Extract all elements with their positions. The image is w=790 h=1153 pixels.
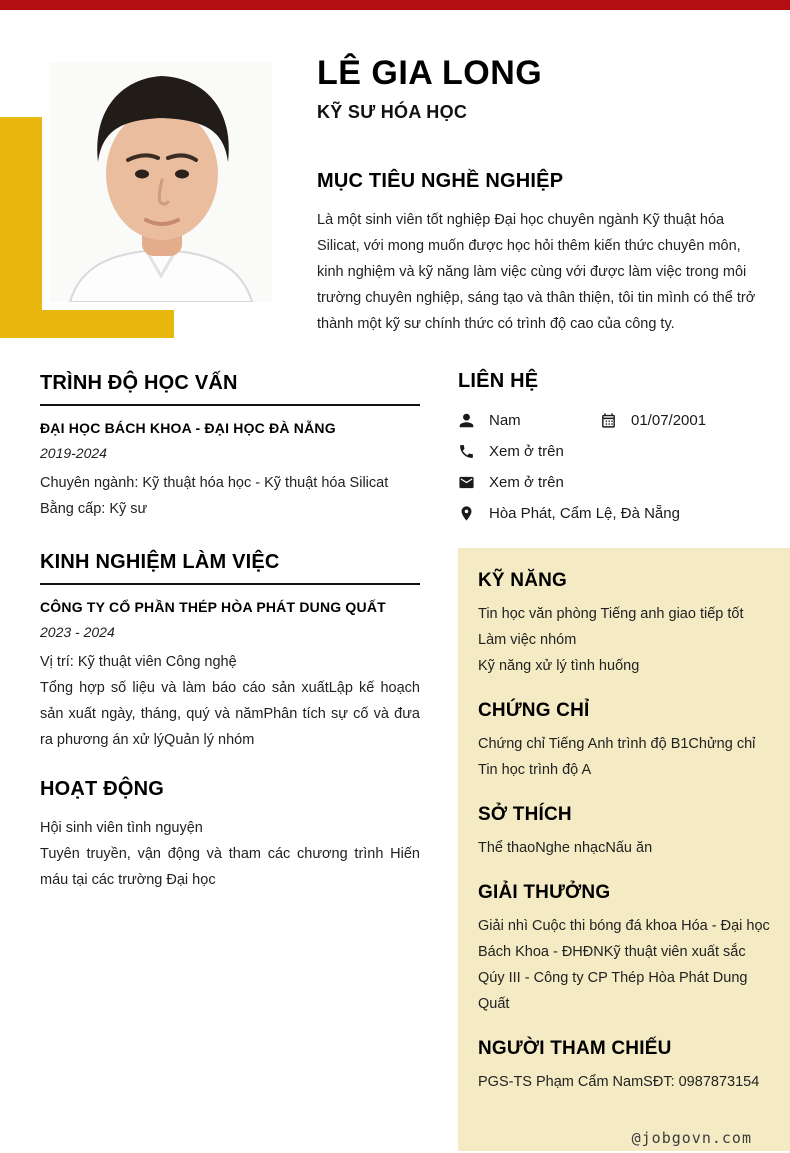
contact-row-address [458,498,790,529]
left-column [40,372,420,893]
left-accent-bar-vertical [0,117,42,338]
contact-row-email [458,467,790,498]
objective-section [317,170,757,337]
skill-item: Làm việc nhóm [478,632,577,648]
person-icon [458,412,475,429]
objective-text: Là một sinh viên tốt nghiệp Đại học chuyên ngành Kỹ thuật hóa Silicat, với mong muốn được học hỏi thêm kiến thức chuyên môn, kinh nghiệm và kỹ năng làm việc cùng với được làm việc trong môi trường chuyên nghiệp, sáng tạo và thân thiện, tôi tin mình có thể trở thành một kỹ sư chính thức có trình độ cao của công ty. [317,212,756,332]
top-accent-bar [0,0,790,10]
experience-description: Tổng hợp số liệu và làm báo cáo sản xuấtLập kế hoạch sản xuất ngày, tháng, quý và nămPhân tích sự cố và đưa ra phương án xử lýQuản lý nhóm [40,680,420,748]
skills-heading: KỸ NĂNG [478,570,568,591]
candidate-job-title: KỸ SƯ HÓA HỌC [317,102,468,122]
experience-section [40,551,420,753]
contact-row-phone [458,436,790,467]
objective-heading: MỤC TIÊU NGHỀ NGHIỆP [317,170,564,192]
activities-section [40,778,420,893]
hobbies-text: Thể thaoNghe nhạcNấu ăn [478,840,653,856]
calendar-icon [600,412,617,429]
location-pin-icon [458,505,475,522]
candidate-name: LÊ GIA LONG [317,54,543,92]
education-heading: TRÌNH ĐỘ HỌC VẤN [40,372,420,406]
skills-list [478,601,770,679]
education-period: 2019-2024 [40,445,107,461]
skill-item: Kỹ năng xử lý tình huống [478,658,640,674]
certificates-heading: CHỨNG CHỈ [478,700,590,721]
contact-row-gender-birthday [458,405,790,436]
contact-gender: Nam [489,412,521,429]
phone-icon [458,443,475,460]
education-school: ĐẠI HỌC BÁCH KHOA - ĐẠI HỌC ĐÀ NẴNG [40,420,336,436]
activities-item: Tuyên truyền, vận động và tham các chương trình Hiến máu tại các trường Đại học [40,846,420,888]
skill-item: Tin học văn phòng Tiếng anh giao tiếp tốt [478,606,744,622]
activities-item: Hội sinh viên tình nguyện [40,820,203,836]
email-icon [458,474,475,491]
profile-photo [50,62,272,302]
awards-text: Giải nhì Cuộc thi bóng đá khoa Hóa - Đại học Bách Khoa - ĐHĐNKỹ thuật viên xuất sắc Qúy III - Công ty CP Thép Hòa Phát Dung Quất [478,918,770,1012]
education-section [40,372,420,522]
contact-phone: Xem ở trên [489,443,564,460]
contact-address: Hòa Phát, Cẩm Lệ, Đà Nẵng [489,505,680,522]
experience-period: 2023 - 2024 [40,624,115,640]
experience-position: Vị trí: Kỹ thuật viên Công nghệ [40,654,237,670]
activities-heading: HOẠT ĐỘNG [40,778,165,800]
certificates-text: Chứng chỉ Tiếng Anh trình độ B1Chửng chỉ Tin học trình độ A [478,736,756,778]
references-heading: NGƯỜI THAM CHIẾU [478,1038,672,1059]
awards-heading: GIẢI THƯỞNG [478,882,611,903]
experience-heading: KINH NGHIỆM LÀM VIỆC [40,551,420,585]
contact-section [458,370,790,529]
contact-birthday: 01/07/2001 [631,412,707,429]
education-degree: Bằng cấp: Kỹ sư [40,501,148,517]
left-accent-bar-horizontal [0,310,174,338]
contact-heading: LIÊN HỆ [458,370,539,392]
education-major: Chuyên ngành: Kỹ thuật hóa học - Kỹ thuật hóa Silicat [40,475,389,491]
watermark: @jobgovn.com [631,1129,752,1147]
contact-email: Xem ở trên [489,474,564,491]
hobbies-heading: SỞ THÍCH [478,804,572,825]
experience-company: CÔNG TY CỔ PHẦN THÉP HÒA PHÁT DUNG QUẤT [40,599,386,615]
side-panel [458,548,790,1151]
references-text: PGS-TS Phạm Cẩm NamSĐT: 0987873154 [478,1074,760,1090]
